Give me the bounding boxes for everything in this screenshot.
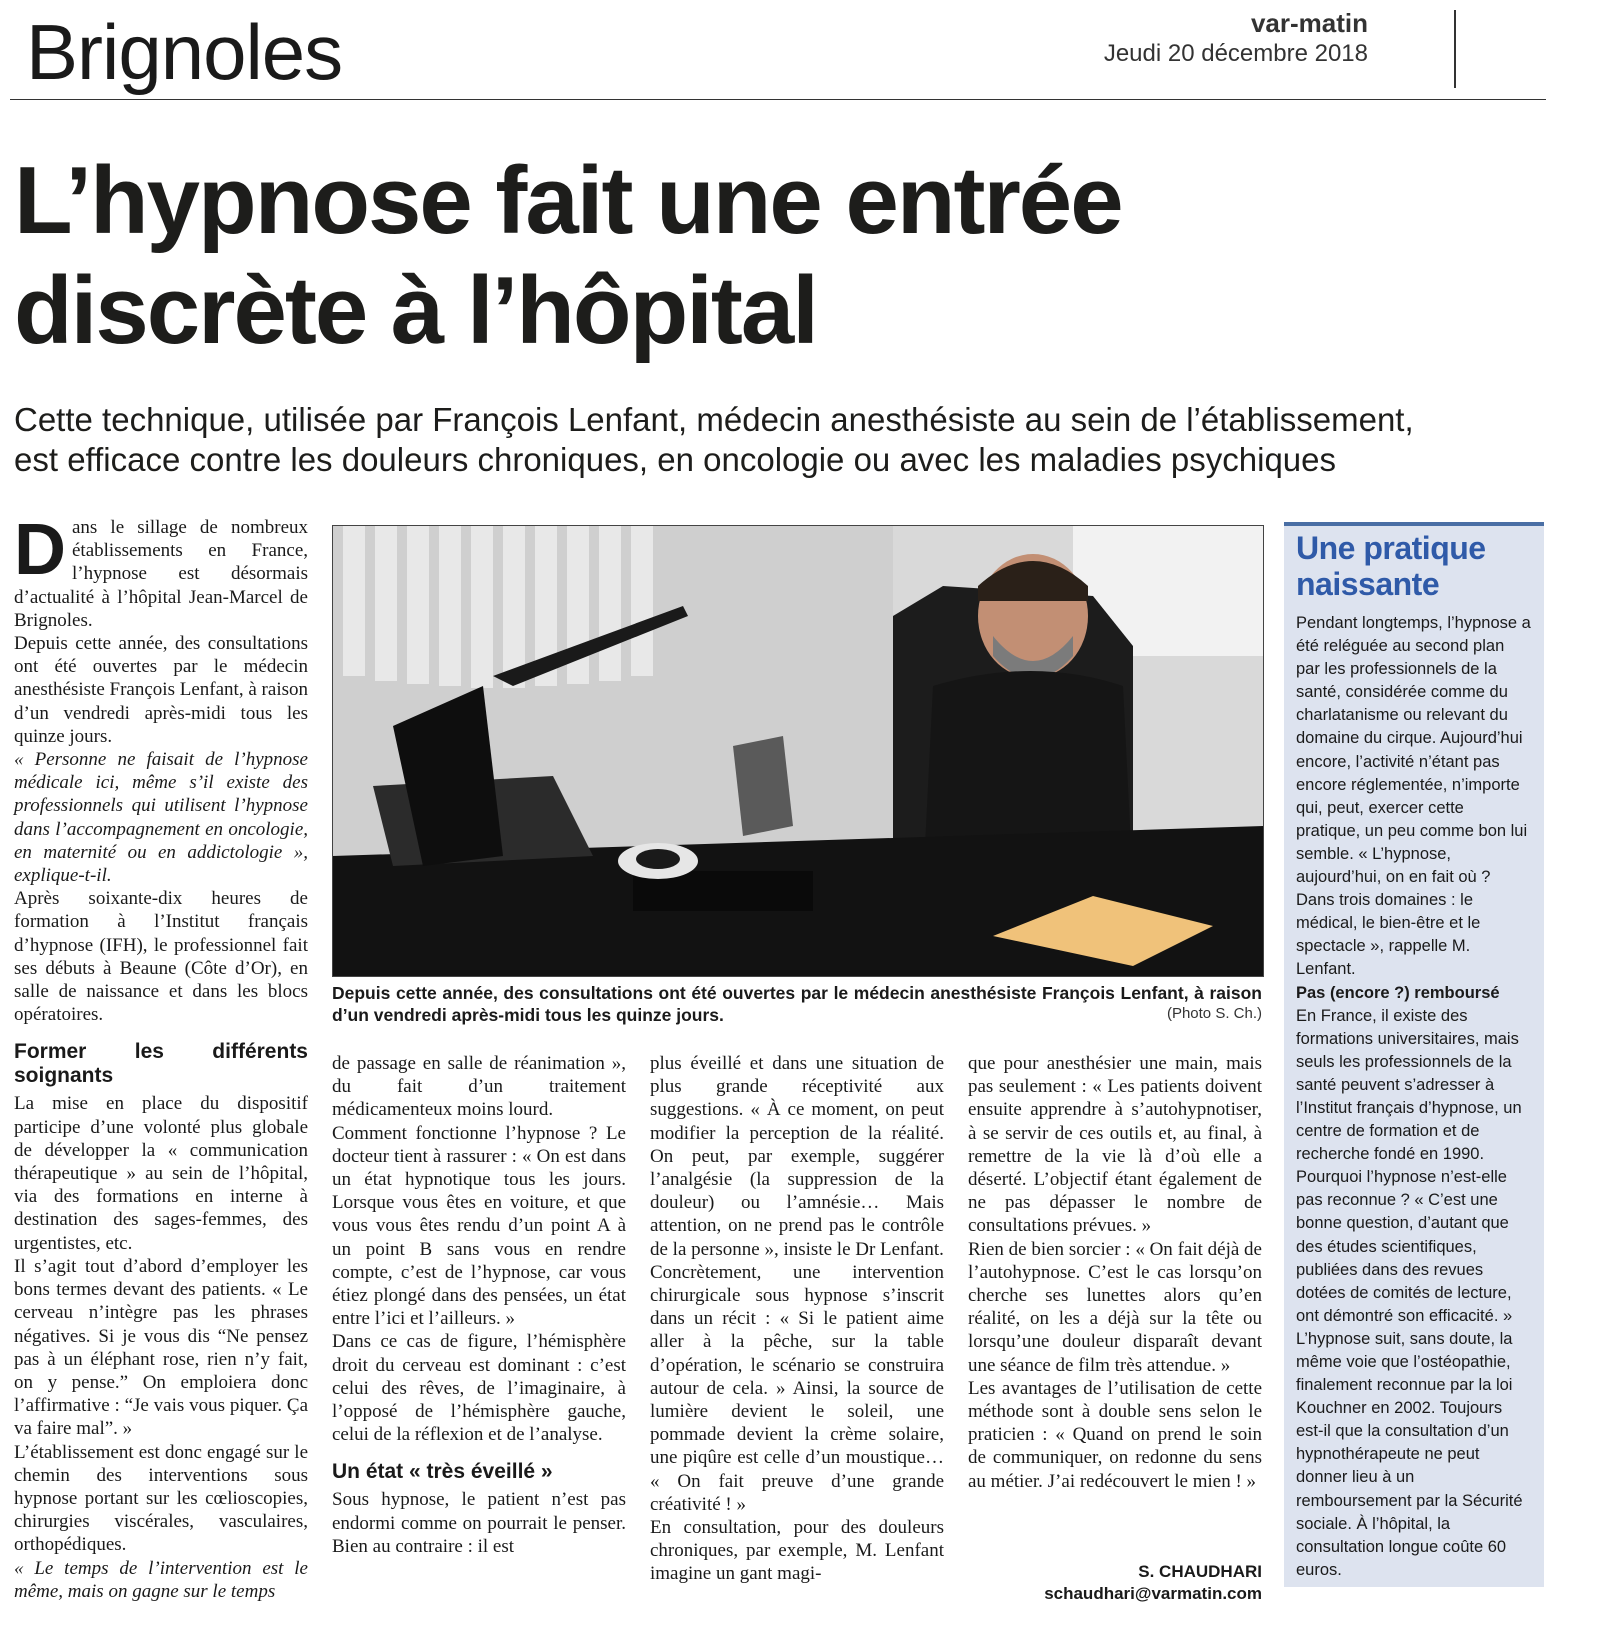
- paragraph: Rien de bien sorcier : « On fait déjà de l’autohypnose. C’est le cas lorsqu’on cherche ses lunettes alors qu’en réalité, on les a déjà sur la tête ou lorsqu’une douleur disparaît devant une séance de film très attendue. »: [968, 1238, 1262, 1376]
- paragraph: Il s’agit tout d’abord d’employer les bons termes devant des patients. « Le cerveau n’intègre pas les phrases négatives. Si je vous dis “Ne pensez pas à un éléphant rose, rien n’y fait, on y pense.” On emploiera donc l’affirmative : “Je vais vous piquer. Ça va faire mal”. »: [14, 1255, 308, 1440]
- paragraph: En consultation, pour des douleurs chroniques, par exemple, M. Lenfant imagine un gant magi-: [650, 1517, 944, 1585]
- publication-date: Jeudi 20 décembre 2018: [1103, 40, 1368, 67]
- paragraph: Dans ce cas de figure, l’hémisphère droit du cerveau est dominant : c’est celui des rêves, de l’imaginaire, à l’opposé de l’hémisphère gauche, celui de la réflexion et de l’analyse.: [332, 1331, 626, 1446]
- paragraph: plus éveillé et dans une situation de plus grande réceptivité aux suggestions. « À ce moment, on peut modifier la perception de la réalité. On peut, par exemple, suggérer l’analgésie (la suppression de la douleur) ou l’amnésie… Mais attention, on ne prend pas le contrôle de la personne », insiste le Dr Lenfant.: [650, 1053, 944, 1260]
- paragraph: « Le temps de l’intervention est le même, mais on gagne sur le temps: [14, 1557, 308, 1602]
- section-name: Brignoles: [26, 8, 343, 96]
- headline: [14, 146, 1574, 366]
- photo-credit: (Photo S. Ch.): [1166, 1005, 1262, 1022]
- sidebar-title: Une pratique naissante: [1296, 530, 1486, 602]
- newspaper-name: var-matin: [1250, 8, 1368, 38]
- paragraph: Pourquoi l’hypnose n’est-elle pas reconnue ? « C’est une bonne question, d’autant que des études scientifiques, publiées dans des revues dotées de comités de lecture, ont démontré son efficacité. »: [1296, 1168, 1513, 1325]
- paragraph: que pour anesthésier une main, mais pas seulement : « Les patients doivent ensuite apprendre à s’autohypnotiser, à se servir de ces outils et, au final, à remettre de la vie là d’où elle a déserté. L’objectif étant également de ne pas dépasser le nombre de consultations prévues. »: [968, 1053, 1262, 1237]
- headline-line-2: discrète à l’hôpital: [14, 257, 817, 364]
- paragraph: « Personne ne faisait de l’hypnose médicale ici, même s’il existe des professionnels qui utilisent l’hypnose dans l’accompagnement en oncologie, en maternité ou en addictologie », explique-t-il.: [14, 749, 308, 887]
- paragraph: Concrètement, une intervention chirurgicale sous hypnose s’inscrit dans un récit : « Si le patient aime aller à la pêche, sur la table d’opération, le scénario se construira autour de cela. » Ainsi, la source de lumière devient le soleil, une pommade devient la crème solaire, une piqûre est celle d’un moustique… « On fait preuve d’une grande créativité ! »: [650, 1261, 944, 1515]
- article-column-3: [650, 1052, 944, 1586]
- header-divider: [1454, 10, 1456, 88]
- headline-line-1: L’hypnose fait une entrée: [14, 147, 1122, 254]
- paragraph: L’hypnose suit, sans doute, la même voie que l’ostéopathie, finalement reconnue par la loi Kouchner en 2002. Toujours est-il que la consultation d’un hypnothérapeute ne peut donner lieu à un remboursement par la Sécurité sociale. À l’hôpital, la consultation longue coûte 60 euros.: [1296, 1329, 1523, 1579]
- header-rule: [10, 99, 1546, 100]
- photo-illustration: [333, 526, 1263, 976]
- paragraph: Après soixante-dix heures de formation à l’Institut français d’hypnose (IFH), le professionnel fait ses débuts à Beaune (Côte d’Or), en salle de naissance et dans les blocs opératoires.: [14, 888, 308, 1026]
- article-photo: [332, 525, 1264, 977]
- paragraph: Comment fonctionne l’hypnose ? Le docteur tient à rassurer : « On est dans un état hypnotique tous les jours. Lorsque vous êtes en voiture, et que vous vous êtes rendu d’un point A à un point B sans vous en rendre compte, c’est de l’hypnose, car vous étiez plongé dans des pensées, un état entre l’ici et l’ailleurs. »: [332, 1122, 626, 1330]
- paragraph: de passage en salle de réanimation », du fait d’un traitement médicamenteux moins lourd.: [332, 1053, 626, 1121]
- author-byline: S. CHAUDHARI: [1138, 1562, 1262, 1581]
- article-column-4: [968, 1052, 1262, 1493]
- author-email: schaudhari@varmatin.com: [1044, 1584, 1262, 1603]
- photo-caption: Depuis cette année, des consultations ont été ouvertes par le médecin anesthésiste François Lenfant, à raison d’un vendredi après-midi tous les quinze jours.: [332, 983, 1262, 1025]
- paragraph: L’établissement est donc engagé sur le chemin des interventions sous hypnose portant sur les cœlioscopies, chirurgies viscérales, vasculaires, orthopédiques.: [14, 1441, 308, 1556]
- article-column-1: [14, 510, 308, 1603]
- sidebar-box: [1284, 522, 1544, 1587]
- deck: [14, 400, 1574, 480]
- subheading: Former les différents soignants: [14, 1040, 308, 1088]
- paragraph: Depuis cette année, des consultations ont été ouvertes par le médecin anesthésiste François Lenfant, à raison d’un vendredi après-midi tous les quinze jours.: [14, 633, 308, 747]
- deck-line-2: est efficace contre les douleurs chroniques, en oncologie ou avec les maladies psychiques: [14, 441, 1337, 478]
- paragraph: Sous hypnose, le patient n’est pas endormi comme on pourrait le penser. Bien au contraire : il est: [332, 1489, 626, 1557]
- sidebar-subheading: Pas (encore ?) remboursé: [1296, 983, 1500, 1002]
- paragraph: Les avantages de l’utilisation de cette méthode sont à double sens selon le praticien : « Quand on prend le soin de communiquer, on redonne du sens au métier. J’ai redécouvert le mien ! »: [968, 1377, 1262, 1492]
- article-column-2: [332, 1052, 626, 1558]
- drop-cap: D: [14, 510, 66, 590]
- paragraph: La mise en place du dispositif participe d’une volonté plus globale de développer la « communication thérapeutique » au sein de l’hôpital, via des formations en interne à destination des sages-femmes, des urgentistes, etc.: [14, 1093, 308, 1254]
- deck-line-1: Cette technique, utilisée par François Lenfant, médecin anesthésiste au sein de l’établissement,: [14, 401, 1414, 438]
- paragraph: ans le sillage de nombreux établissements en France, l’hypnose est désormais d’actualité à l’hôpital Jean-Marcel de Brignoles.: [14, 517, 308, 631]
- paragraph: En France, il existe des formations universitaires, mais seuls les professionnels de la santé peuvent s’adresser à l’Institut français d’hypnose, un centre de formation et de recherche fondé en 1990.: [1296, 1006, 1522, 1164]
- subheading: Un état « très éveillé »: [332, 1460, 553, 1484]
- sidebar-body: [1296, 612, 1532, 1582]
- paragraph: Pendant longtemps, l’hypnose a été reléguée au second plan par les professionnels de la santé, considérée comme du charlatanisme ou relevant du domaine du cirque. Aujourd’hui encore, l’activité n’étant pas encore réglementée, n’importe qui, peut, exercer cette pratique, un peu comme bon lui semble. « L’hypnose, aujourd’hui, on en fait où ? Dans trois domaines : le médical, le bien-être et le spectacle », rappelle M. Lenfant.: [1296, 614, 1531, 979]
